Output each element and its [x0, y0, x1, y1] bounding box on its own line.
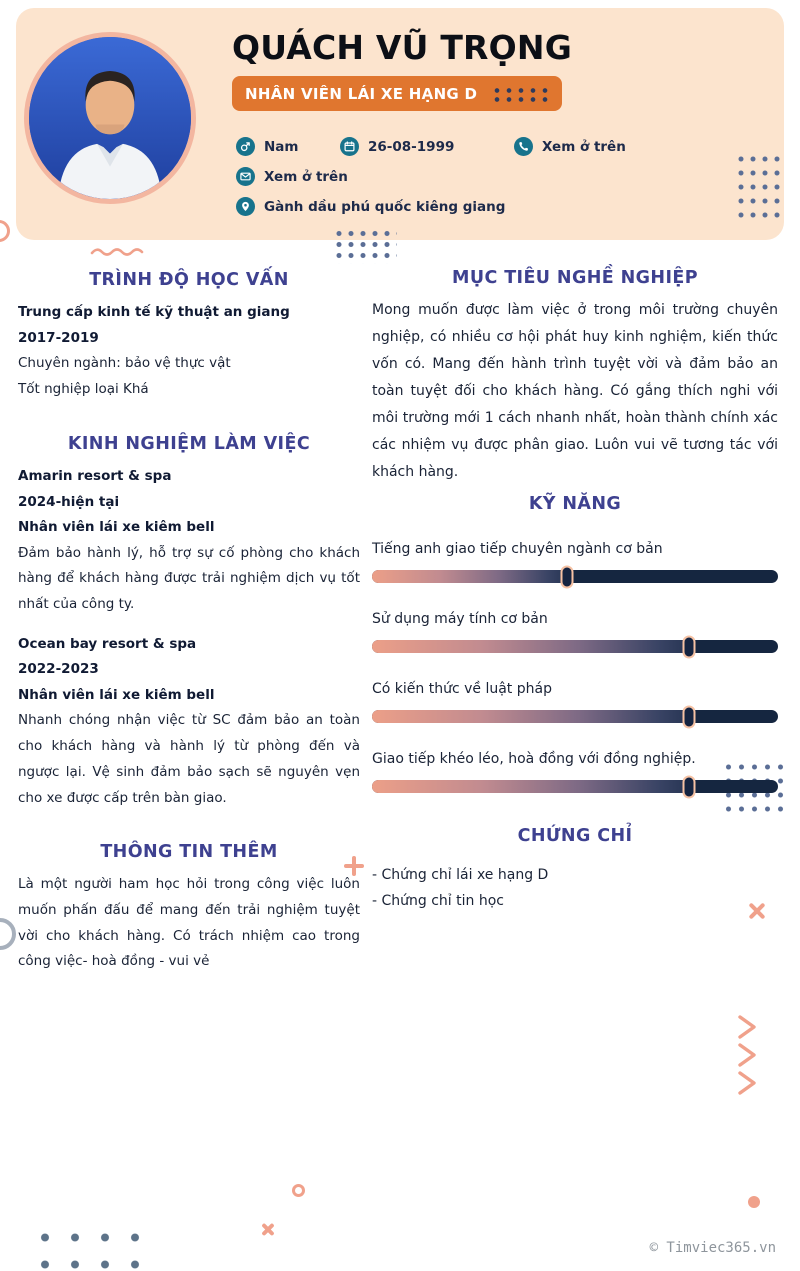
certificates-heading: CHỨNG CHỈ — [517, 826, 633, 846]
skill-bar-fill — [372, 710, 689, 723]
contact-item-address — [236, 197, 505, 216]
skill-bar-handle[interactable] — [682, 705, 695, 728]
site-watermark: © Timviec365.vn — [649, 1240, 776, 1256]
additional-info-text: Là một người ham học hỏi trong công việc luôn muốn phấn đấu để mang đến trải nghiệm tuyệt vời cho khách hàng. Có trách nhiệm cao trong công việc- hoà đồng - vui vẻ — [18, 876, 360, 970]
half-ring-decoration — [0, 220, 10, 242]
contact-item-email — [236, 167, 348, 186]
job-period: 2024-hiện tại — [18, 493, 120, 510]
skill-label: Có kiến thức về luật pháp — [372, 681, 552, 697]
skill-item — [372, 680, 778, 723]
skill-bar-handle[interactable] — [560, 565, 573, 588]
skills-section — [372, 494, 778, 820]
gender-icon — [236, 137, 255, 156]
profile-photo — [24, 32, 196, 204]
skill-bar-handle[interactable] — [682, 635, 695, 658]
contact-phone-value: Xem ở trên — [542, 138, 626, 155]
job-description: Đảm bảo hành lý, hỗ trợ sự cố phòng cho khách hàng để khách hàng được trải nghiệm dịch vụ tốt nhất của công ty. — [18, 544, 360, 613]
job-title-badge — [232, 76, 562, 111]
job-description: Nhanh chóng nhận việc từ SC đảm bảo an toàn cho khách hàng và hành lý từ phòng đến và ngược lại. Vệ sinh đảm bảo sạch sẽ nguyên vẹn cho xe được cấp trên bàn giao. — [18, 712, 360, 806]
job-period: 2022-2023 — [18, 661, 99, 678]
candidate-name: QUÁCH VŨ TRỌNG — [232, 28, 573, 67]
wave-decoration — [90, 243, 146, 262]
job-role: Nhân viên lái xe kiêm bell — [18, 519, 215, 535]
job-company: Amarin resort & spa — [18, 468, 172, 484]
contact-gender-value: Nam — [264, 138, 299, 155]
skill-label: Tiếng anh giao tiếp chuyên ngành cơ bản — [372, 541, 663, 557]
additional-info-heading: THÔNG TIN THÊM — [100, 842, 278, 862]
header-card — [16, 8, 784, 240]
skill-bar — [372, 780, 778, 793]
contact-dob-value: 26-08-1999 — [368, 138, 455, 155]
contact-item-phone — [514, 137, 626, 156]
half-ring-decoration — [0, 918, 16, 950]
job-entry — [18, 464, 360, 618]
badge-dots-decoration — [491, 86, 549, 102]
contact-item-dob — [340, 137, 454, 156]
job-role: Nhân viên lái xe kiêm bell — [18, 686, 215, 703]
zigzag-decoration — [735, 1015, 759, 1103]
skill-bar-handle[interactable] — [682, 775, 695, 798]
education-major: Chuyên ngành: bảo vệ thực vật — [18, 355, 231, 371]
education-section — [18, 270, 360, 402]
dots-decoration — [735, 152, 781, 218]
phone-icon — [514, 137, 533, 156]
skill-item — [372, 750, 778, 793]
education-years: 2017-2019 — [18, 329, 99, 346]
certificate-item: - Chứng chỉ lái xe hạng D — [372, 867, 549, 883]
location-icon — [236, 197, 255, 216]
certificate-item: - Chứng chỉ tin học — [372, 893, 504, 909]
person-photo-placeholder — [29, 37, 191, 199]
x-decoration — [260, 1222, 275, 1237]
objective-text: Mong muốn được làm việc ở trong môi trường chuyên nghiệp, có nhiều cơ hội phát huy kinh nghiệm, kiến thức vốn có. Mang đến hành trình tuyệt vời và đảm bảo an toàn tuyệt đối cho khách hàng. Có gắng thích nghi với môi trường mới 1 cách nhanh nhất, hoàn thành chính xác các nhiệm vụ được phân giao. Luôn vui vẽ tương tác với khách hàng. — [372, 302, 778, 480]
certificates-section — [372, 826, 778, 914]
dots-decoration — [333, 228, 397, 264]
skill-item — [372, 610, 778, 653]
email-icon — [236, 167, 255, 186]
calendar-icon — [340, 137, 359, 156]
contact-address-value: Gành dầu phú quốc kiêng giang — [264, 198, 506, 215]
additional-info-section — [18, 842, 360, 975]
contact-email-value: Xem ở trên — [264, 168, 348, 185]
experience-heading: KINH NGHIỆM LÀM VIỆC — [67, 434, 311, 454]
skills-heading: KỸ NĂNG — [528, 494, 622, 514]
skill-bar — [372, 710, 778, 723]
skill-bar-fill — [372, 640, 689, 653]
objective-heading: MỤC TIÊU NGHỀ NGHIỆP — [452, 268, 698, 288]
dots-decoration — [30, 1224, 156, 1270]
dot-decoration — [748, 1196, 760, 1208]
education-grade: Tốt nghiệp loại Khá — [18, 380, 149, 397]
education-heading: TRÌNH ĐỘ HỌC VẤN — [89, 270, 289, 290]
job-entry — [18, 632, 360, 812]
objective-section — [372, 268, 778, 486]
skill-bar — [372, 570, 778, 583]
skill-item — [372, 540, 778, 583]
skill-label: Giao tiếp khéo léo, hoà đồng với đồng nghiệp. — [372, 751, 696, 767]
job-company: Ocean bay resort & spa — [18, 635, 197, 652]
skill-bar-fill — [372, 570, 567, 583]
education-school: Trung cấp kinh tế kỹ thuật an giang — [18, 304, 290, 320]
experience-section — [18, 434, 360, 812]
job-title-label: NHÂN VIÊN LÁI XE HẠNG D — [245, 84, 478, 103]
skill-label: Sử dụng máy tính cơ bản — [372, 611, 548, 627]
contact-item-gender — [236, 137, 298, 156]
skill-bar-fill — [372, 780, 689, 793]
skill-bar — [372, 640, 778, 653]
circle-decoration — [292, 1184, 305, 1197]
